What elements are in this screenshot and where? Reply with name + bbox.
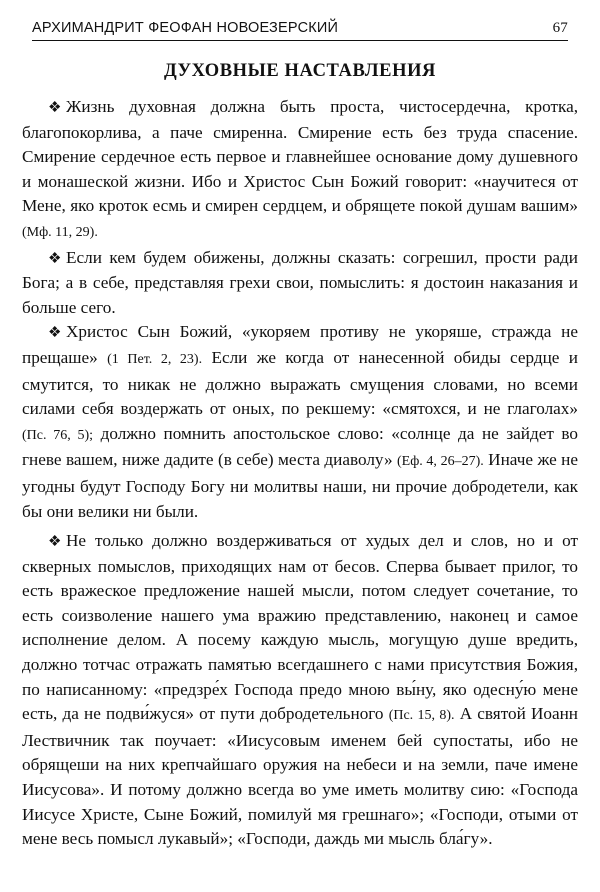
paragraph-4-text-part-1: Не только должно воздерживаться от худых дел и слов, но и от скверных помыслов, приходящих нам от бесов. Сперва бывает прилог, то есть вражеское предложение нашей мысли, потом следует сочетание, то есть соизволение нашего ума вражию представлению, наконец и самое исполнение делом. А посему каждую мысль, могущую душе вредить, должно тотчас отражать памятью всегдашнего с нами присутствия Божия, по написанному: «предзре́х Господа предо мною вы́ну, яко одесну́ю мене есть, да не подви́жуся» от пути добродетельного — [22, 531, 578, 724]
paragraph-1 — [22, 95, 578, 246]
paragraph-4 — [22, 529, 578, 852]
paragraph-2 — [22, 246, 578, 321]
paragraph-1-text: Жизнь духовная должна быть проста, чистосердечна, кротка, благопокорлива, а паче смиренна. Смирение есть без труда спасение. Смирение сердечное есть первое и главнейшее основание дому душевного и монашеской жизни. Ибо и Христос Сын Божий говорит: «научитеся от Мене, яко кроток есмь и смирен сердцем, и обрящете покой душам вашим» — [22, 97, 578, 216]
paragraph-3-text-part-2: Если же когда от нанесенной обиды сердце и смутится, то никак не должно выражать смущения словами, но всеми силами себя воздержать от оных, по рекшему: «смятохся, и не глаголах» — [22, 347, 578, 419]
diamond-bullet-icon: ❖ — [48, 534, 62, 551]
running-title: АРХИМАНДРИТ ФЕОФАН НОВОЕЗЕРСКИЙ — [32, 20, 339, 36]
paragraph-3-text-part-1: Христос Сын Божий, «укоряем противу не укоряше, стражда не прещаше» — [22, 322, 578, 367]
scripture-reference: (Пс. 15, 8). — [388, 708, 455, 724]
running-header — [32, 20, 568, 41]
scripture-reference: (Мф. 11, 29). — [22, 224, 98, 240]
diamond-bullet-icon: ❖ — [48, 100, 62, 116]
book-page — [22, 20, 578, 852]
paragraph-3-text-part-3: должно помнить апостольское слово: «солнце да не зайдет во гневе вашем, ниже дадите (в себе) места диаволу» — [22, 423, 578, 470]
section-title: ДУХОВНЫЕ НАСТАВЛЕНИЯ — [163, 61, 437, 81]
scripture-reference: (1 Пет. 2, 23). — [107, 351, 203, 367]
paragraph-3-text-part-4: Иначе же не угодны будут Господу Богу ни молитвы наши, ни прочие добродетели, как бы они велики ни были. — [22, 450, 578, 521]
paragraph-2-text: Если кем будем обижены, должны сказать: согрешил, прости ради Бога; а в себе, представляя грехи свои, помыслить: я достоин наказания и больше сего. — [22, 247, 578, 317]
scripture-reference: (Еф. 4, 26–27). — [396, 454, 484, 470]
page-number: 67 — [552, 20, 568, 36]
diamond-bullet-icon: ❖ — [48, 250, 62, 267]
scripture-reference: (Пс. 76, 5); — [22, 427, 94, 443]
paragraph-3 — [22, 320, 578, 524]
paragraph-4-text-part-2: А святой Иоанн Лествичник так поучает: «Иисусовым именем бей супостаты, ибо не обрящеши на них крепчайшаго оружия на небеси и на земли, паче имене Иисусова». И потому должно всегда во уме иметь молитву сию: «Господа Иисусе Христе, Сыне Божий, помилуй мя грешнаго»; «Господи, отыми от мене весь помысл лукавый»; «Господи, даждь ми мысль бла́гу». — [22, 704, 578, 849]
diamond-bullet-icon: ❖ — [48, 325, 62, 342]
